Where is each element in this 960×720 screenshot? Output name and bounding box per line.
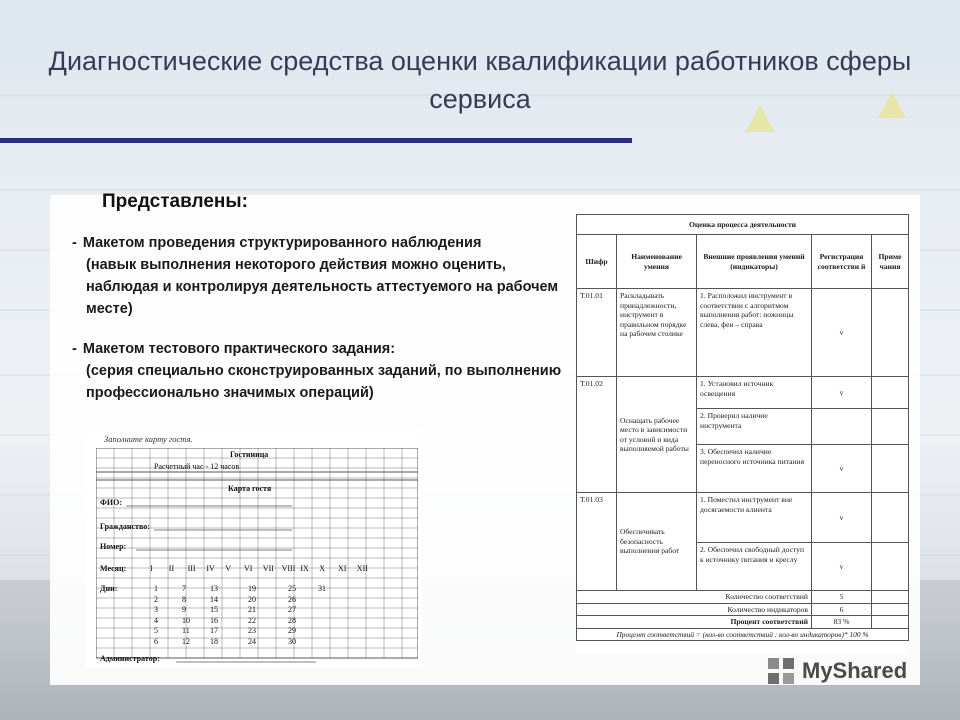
card-day-cell: 5 (154, 626, 158, 635)
eval-summary-value: 5 (812, 591, 872, 604)
eval-mark: v (812, 445, 872, 493)
card-month-cell: X (319, 564, 325, 573)
card-day-cell: 21 (248, 605, 256, 614)
card-citizenship-label: Гражданство: (100, 522, 150, 531)
eval-note (872, 445, 909, 493)
card-day-cell: 23 (248, 626, 256, 635)
eval-summary-row (577, 616, 909, 629)
eval-code: Т.01.01 (577, 289, 617, 377)
eval-row (577, 377, 909, 409)
eval-note (872, 543, 909, 591)
myshared-logo-icon (766, 656, 796, 686)
evaluation-table (576, 214, 908, 654)
eval-summary-label: Процент соответствий (577, 616, 812, 629)
card-day-cell: 24 (248, 636, 256, 646)
watermark-text: MyShared (802, 658, 908, 683)
card-day-cell: 14 (210, 594, 218, 604)
card-month-cell: II (168, 564, 175, 573)
card-month-cell: I (150, 564, 153, 573)
eval-mark (812, 409, 872, 445)
card-day-cell: 18 (210, 636, 218, 646)
eval-indicator: 3. Обеспечил наличие переносного источника питания (697, 445, 812, 493)
eval-note (872, 409, 909, 445)
eval-summary-blank (872, 616, 909, 629)
eval-mark: v (812, 493, 872, 543)
card-day-cell: 10 (182, 615, 190, 625)
eval-code: Т.01.03 (577, 493, 617, 591)
eval-row (577, 493, 909, 543)
card-month-cell: VII (262, 564, 274, 573)
card-instruction: Заполните карту гостя. (104, 434, 193, 444)
card-days-label: Дни: (100, 584, 118, 593)
card-day-cell: 15 (210, 605, 218, 614)
eval-summary-blank (872, 591, 909, 604)
card-day-cell: 22 (248, 615, 256, 625)
mysharedwatermark (766, 656, 907, 686)
card-month-cell: XI (338, 564, 347, 573)
bullet-body: (навык выполнения некоторого действия можно оценить, наблюдая и контролируя деятельность аттестуемого на рабочем месте) (86, 257, 559, 317)
hotel-guest-card (86, 428, 422, 668)
card-month-cell: XII (356, 564, 368, 573)
card-day-cell: 31 (318, 584, 326, 593)
card-grid-lines (96, 448, 418, 666)
eval-summary-value: 6 (812, 603, 872, 616)
card-grid (96, 448, 418, 666)
card-month-label: Месяц: (100, 564, 127, 573)
eval-mark: v (812, 289, 872, 377)
eval-indicator: 2. Обеспечил свободный доступ к источнику питания и креслу (697, 543, 812, 591)
card-day-cell: 28 (288, 615, 296, 625)
eval-mark: v (812, 543, 872, 591)
bullet-body: (серия специально сконструированных заданий, по выполнению профессионально значимых операций) (86, 363, 562, 401)
card-room-label: Номер: (100, 542, 127, 551)
eval-mark: v (812, 377, 872, 409)
eval-note (872, 493, 909, 543)
card-month-cell: V (225, 564, 231, 573)
eval-formula-row (577, 628, 909, 641)
card-month-cell: VI (244, 564, 253, 573)
bullet-lead: Макетом проведения структурированного наблюдения (82, 235, 482, 251)
eval-formula: Процент соответствий = (кол-во соответствий : кол-во индикаторов)* 100 % (577, 628, 909, 641)
eval-code: Т.01.02 (577, 377, 617, 493)
eval-indicator: 1. Установил источник освещения (697, 377, 812, 409)
card-month-cell: IV (206, 564, 215, 573)
eval-row (577, 289, 909, 377)
card-month-cell: IX (300, 564, 309, 573)
card-hotel-label: Гостиница (230, 450, 269, 459)
slide-title: Диагностические средства оценки квалификации работников сферы сервиса (48, 46, 912, 114)
eval-caption: Оценка процесса деятельности (577, 215, 909, 235)
card-day-cell: 17 (210, 626, 218, 635)
card-day-cell: 12 (182, 636, 190, 646)
card-day-cell: 6 (154, 636, 158, 646)
card-day-cell: 3 (154, 605, 158, 614)
card-checkout-time: Расчетный час - 12 часов (154, 462, 240, 471)
eval-caption-row (577, 215, 909, 235)
eval-summary-row (577, 603, 909, 616)
bullet-dash: - (72, 235, 77, 251)
eval-indicator: 2. Проверил наличие инструмента (697, 409, 812, 445)
card-day-cell: 13 (210, 584, 218, 593)
eval-summary-value: 83 % (812, 616, 872, 629)
title-underline (0, 138, 632, 143)
eval-skill: Раскладывать принадлежности, инструмент в правильном порядке на рабочем столике (617, 289, 697, 377)
section-heading: Представлены: (102, 191, 248, 212)
card-day-cell: 4 (154, 615, 158, 625)
eval-summary-row (577, 591, 909, 604)
eval-indicator: 1. Расположил инструмент в соответствии с алгоритмом выполнения работ: ножницы слева, фен – справа (697, 289, 812, 377)
card-day-cell: 25 (288, 584, 296, 593)
card-day-cell: 19 (248, 584, 256, 593)
card-day-cell: 16 (210, 615, 218, 625)
card-day-cell: 26 (288, 594, 296, 604)
eval-header-registration: Регистрация соответстви й (812, 235, 872, 289)
card-day-cell: 9 (182, 605, 186, 614)
card-month-cell: VIII (281, 564, 296, 573)
card-day-cell: 29 (288, 626, 296, 635)
eval-summary-label: Количество соответствий (577, 591, 812, 604)
card-admin-label: Администратор: (100, 654, 160, 663)
bullet-dash: - (72, 341, 77, 357)
card-day-cell: 1 (154, 584, 158, 593)
eval-skill: Оснащать рабочее место в зависимости от условий и вида выполняемой работы (617, 377, 697, 493)
eval-header-row (577, 235, 909, 289)
card-day-cell: 27 (288, 605, 296, 614)
eval-skill: Обеспечивать безопасность выполнения работ (617, 493, 697, 591)
card-fio-label: ФИО: (100, 498, 122, 507)
card-day-cell: 2 (154, 594, 158, 604)
card-day-cell: 11 (182, 626, 190, 635)
eval-note (872, 377, 909, 409)
eval-note (872, 289, 909, 377)
eval-summary-label: Количество индикаторов (577, 603, 812, 616)
eval-indicator: 1. Поместил инструмент вне досягаемости клиента (697, 493, 812, 543)
card-day-cell: 8 (182, 594, 186, 604)
card-title: Карта гостя (228, 484, 272, 493)
eval-table-grid (576, 214, 909, 641)
eval-header-skill: Наименование умения (617, 235, 697, 289)
card-day-cell: 20 (248, 594, 256, 604)
bullet-observation (72, 232, 572, 320)
bullet-lead: Макетом тестового практического задания: (82, 341, 396, 357)
card-day-cell: 30 (288, 636, 296, 646)
card-day-cell: 7 (182, 584, 186, 593)
eval-summary-blank (872, 603, 909, 616)
eval-header-indicators: Внешние проявления умений (индикаторы) (697, 235, 812, 289)
eval-header-notes: Приме чания (872, 235, 909, 289)
eval-header-code: Шифр (577, 235, 617, 289)
card-month-cell: III (187, 564, 196, 573)
bullet-practical-task (72, 338, 572, 404)
